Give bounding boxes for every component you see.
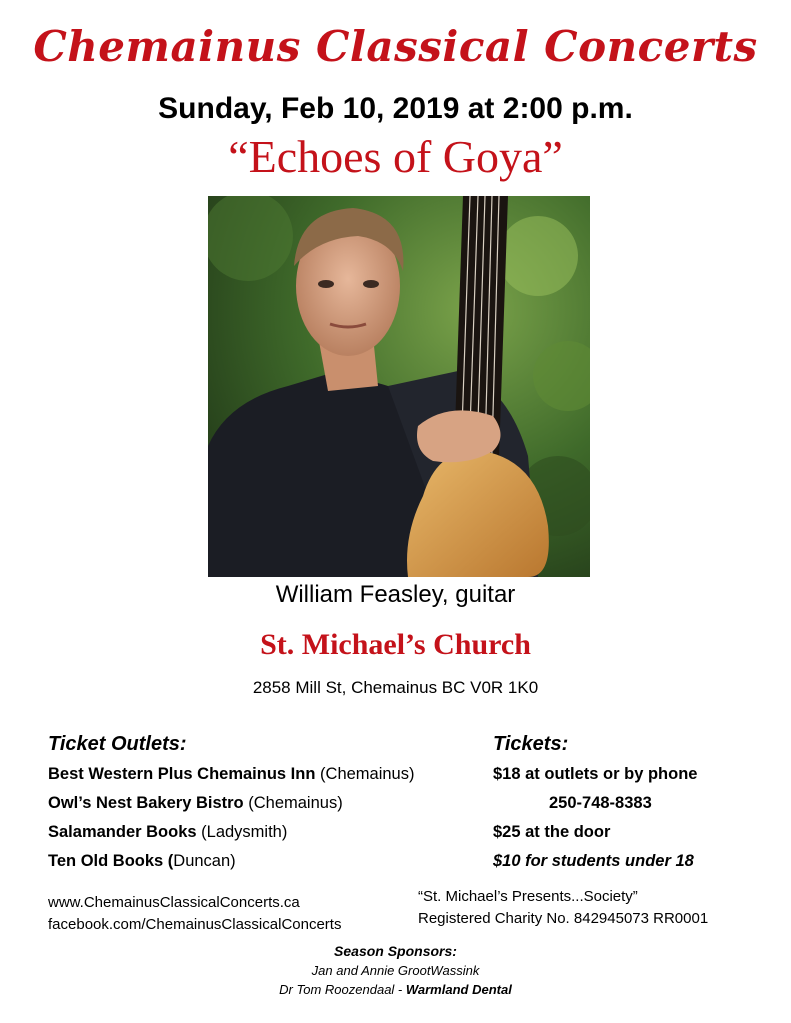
outlet-item [48,789,414,818]
sponsor-line: Jan and Annie GrootWassink [311,963,480,978]
concert-title: “Echoes of Goya” [228,131,563,182]
tickets-heading: Tickets: [493,733,569,755]
society-name: “St. Michael’s Presents...Society” [418,888,638,905]
outlet-name: Best Western Plus Chemainus Inn [48,765,316,783]
venue-address: 2858 Mill St, Chemainus BC V0R 1K0 [252,678,539,697]
outlet-location: (Chemainus) [320,765,415,783]
performer-photo [208,196,590,577]
outlet-item [48,760,414,789]
performer-name: William Feasley, guitar [275,581,516,608]
facebook-link[interactable]: facebook.com/ChemainusClassicalConcerts [48,916,342,933]
sponsor-line [0,980,791,999]
concert-date: Sunday, Feb 10, 2019 at 2:00 p.m. [158,92,633,125]
door-price: $25 at the door [493,823,611,841]
venue-name: St. Michael’s Church [260,628,531,661]
outlet-name: Ten Old Books ( [48,852,174,870]
charity-number: Registered Charity No. 842945073 RR0001 [418,910,709,927]
ticket-outlets-heading: Ticket Outlets: [48,733,187,755]
series-title: Chemainus Classical Concerts [33,22,758,71]
web-links [48,892,341,936]
student-price: $10 for students under 18 [493,852,694,870]
outlet-location: (Ladysmith) [201,823,288,841]
season-sponsors [0,942,791,999]
outlet-location: Duncan) [173,852,236,870]
sponsor-name: Dr Tom Roozendaal - [279,982,406,997]
ticket-outlets-list [48,760,414,876]
outlet-name: Salamander Books [48,823,197,841]
sponsor-business: Warmland Dental [405,982,512,997]
society-info [418,886,708,930]
outlet-price: $18 at outlets or by phone [493,765,698,783]
outlet-item [48,847,414,876]
ticket-prices [493,760,697,876]
outlet-location: (Chemainus) [248,794,343,812]
phone-number: 250-748-8383 [549,794,652,812]
website-link[interactable]: www.ChemainusClassicalConcerts.ca [48,894,300,911]
outlet-item [48,818,414,847]
sponsors-heading: Season Sponsors: [334,943,457,959]
outlet-name: Owl’s Nest Bakery Bistro [48,794,244,812]
